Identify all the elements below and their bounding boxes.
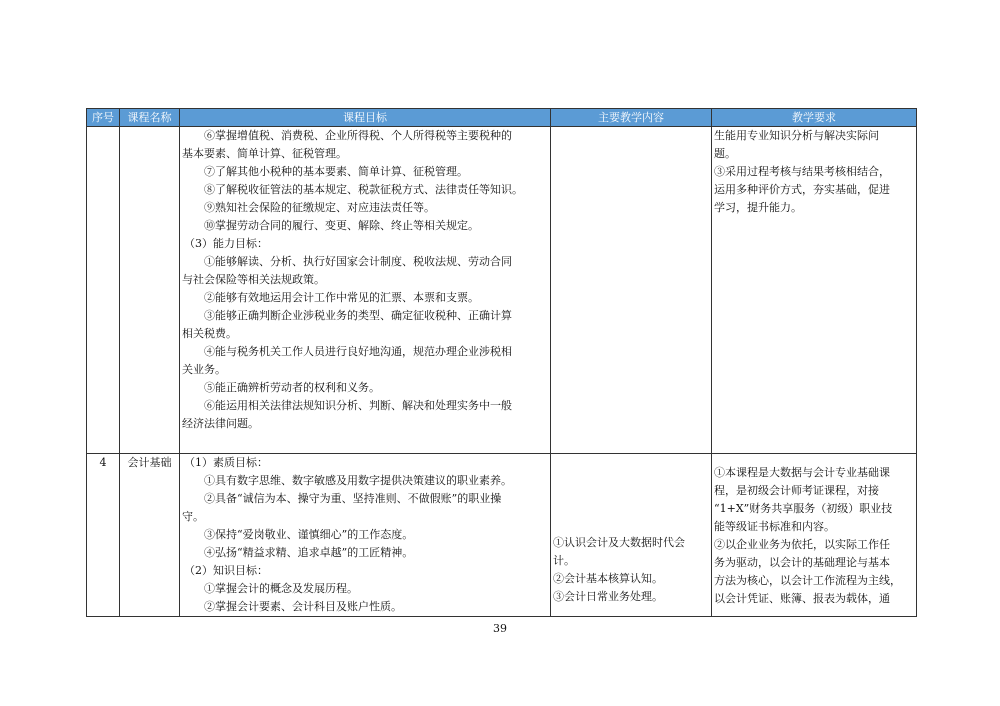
goal-line: 守。 <box>182 510 204 523</box>
table-header-row <box>87 109 917 127</box>
table-row <box>87 454 917 617</box>
requirement-line: 生能用专业知识分析与解决实际问 <box>714 129 879 142</box>
header-course-goals: 课程目标 <box>180 109 551 127</box>
requirement-line: 以会计凭证、账簿、报表为载体，通 <box>714 592 890 605</box>
goal-line: ④能与税务机关工作人员进行良好地沟通，规范办理企业涉税相 <box>204 345 512 358</box>
content-line: ①认识会计及大数据时代会 <box>553 536 685 549</box>
requirement-line: 程，是初级会计师考证课程，对接 <box>714 484 879 497</box>
goal-line: 基本要素、简单计算、征税管理。 <box>182 147 347 160</box>
content-line: ②会计基本核算认知。 <box>553 572 663 585</box>
page-number: 39 <box>493 622 507 635</box>
row1-content-cell <box>551 127 712 454</box>
goal-line: 关业务。 <box>182 363 226 376</box>
requirement-line: “1+X”财务共享服务（初级）职业技 <box>714 502 893 515</box>
requirement-line: ②以企业业务为依托，以实际工作任 <box>714 538 890 551</box>
requirement-line: ①本课程是大数据与会计专业基础课 <box>714 466 890 479</box>
goal-line: （1）素质目标： <box>184 456 268 469</box>
requirement-line: 能等级证书标准和内容。 <box>714 520 835 533</box>
goal-line: 与社会保险等相关法规政策。 <box>182 273 325 286</box>
requirement-line: 运用多种评价方式，夯实基础，促进 <box>714 183 890 196</box>
curriculum-table <box>86 108 917 617</box>
row1-course-name <box>120 127 180 454</box>
table-row <box>87 127 917 454</box>
row1-goals-cell <box>180 127 551 454</box>
row1-serial-no <box>87 127 120 454</box>
goal-line: ③保持“爱岗敬业、谨慎细心”的工作态度。 <box>204 528 414 541</box>
requirement-line: 方法为核心，以会计工作流程为主线， <box>714 574 901 587</box>
header-main-content: 主要教学内容 <box>551 109 712 127</box>
header-serial-no: 序号 <box>87 109 120 127</box>
goal-line: ②具备“诚信为本、操守为重、坚持准则、不做假账”的职业操 <box>204 492 502 505</box>
requirement-line: 务为驱动，以会计的基础理论与基本 <box>714 556 890 569</box>
header-course-name: 课程名称 <box>120 109 180 127</box>
row2-requirements-cell <box>712 454 917 617</box>
goal-line: （2）知识目标： <box>184 564 268 577</box>
row2-course-name: 会计基础 <box>120 454 180 617</box>
goal-line: ②能够有效地运用会计工作中常见的汇票、本票和支票。 <box>204 291 479 304</box>
goal-line: 相关税费。 <box>182 327 237 340</box>
goal-line: ①掌握会计的概念及发展历程。 <box>204 582 358 595</box>
row2-content-cell <box>551 454 712 617</box>
requirement-line: ③采用过程考核与结果考核相结合， <box>714 165 890 178</box>
goal-line: ⑥能运用相关法律法规知识分析、判断、解决和处理实务中一般 <box>204 399 512 412</box>
goal-line: ⑥掌握增值税、消费税、企业所得税、个人所得税等主要税种的 <box>204 129 512 142</box>
goal-line: ①具有数字思维、数字敏感及用数字提供决策建议的职业素养。 <box>204 474 512 487</box>
content-line: 计。 <box>553 554 575 567</box>
goal-line: ④弘扬“精益求精、追求卓越”的工匠精神。 <box>204 546 414 559</box>
goal-line: ③能够正确判断企业涉税业务的类型、确定征收税种、正确计算 <box>204 309 512 322</box>
requirement-line: 题。 <box>714 147 736 160</box>
header-teaching-requirements: 教学要求 <box>712 109 917 127</box>
requirement-line: 学习，提升能力。 <box>714 201 802 214</box>
goal-line: （3）能力目标： <box>184 237 268 250</box>
goal-line: ⑧了解税收征管法的基本规定、税款征税方式、法律责任等知识。 <box>204 183 523 196</box>
goal-line: ②掌握会计要素、会计科目及账户性质。 <box>204 600 402 613</box>
row2-serial-no: 4 <box>87 454 120 617</box>
goal-line: 经济法律问题。 <box>182 417 259 430</box>
content-line: ③会计日常业务处理。 <box>553 590 663 603</box>
goal-line: ⑩掌握劳动合同的履行、变更、解除、终止等相关规定。 <box>204 219 479 232</box>
goal-line: ⑤能正确辨析劳动者的权利和义务。 <box>204 381 380 394</box>
goal-line: ①能够解读、分析、执行好国家会计制度、税收法规、劳动合同 <box>204 255 512 268</box>
row2-goals-cell <box>180 454 551 617</box>
goal-line: ⑦了解其他小税种的基本要素、简单计算、征税管理。 <box>204 165 468 178</box>
row1-requirements-cell <box>712 127 917 454</box>
goal-line: ⑨熟知社会保险的征缴规定、对应违法责任等。 <box>204 201 435 214</box>
